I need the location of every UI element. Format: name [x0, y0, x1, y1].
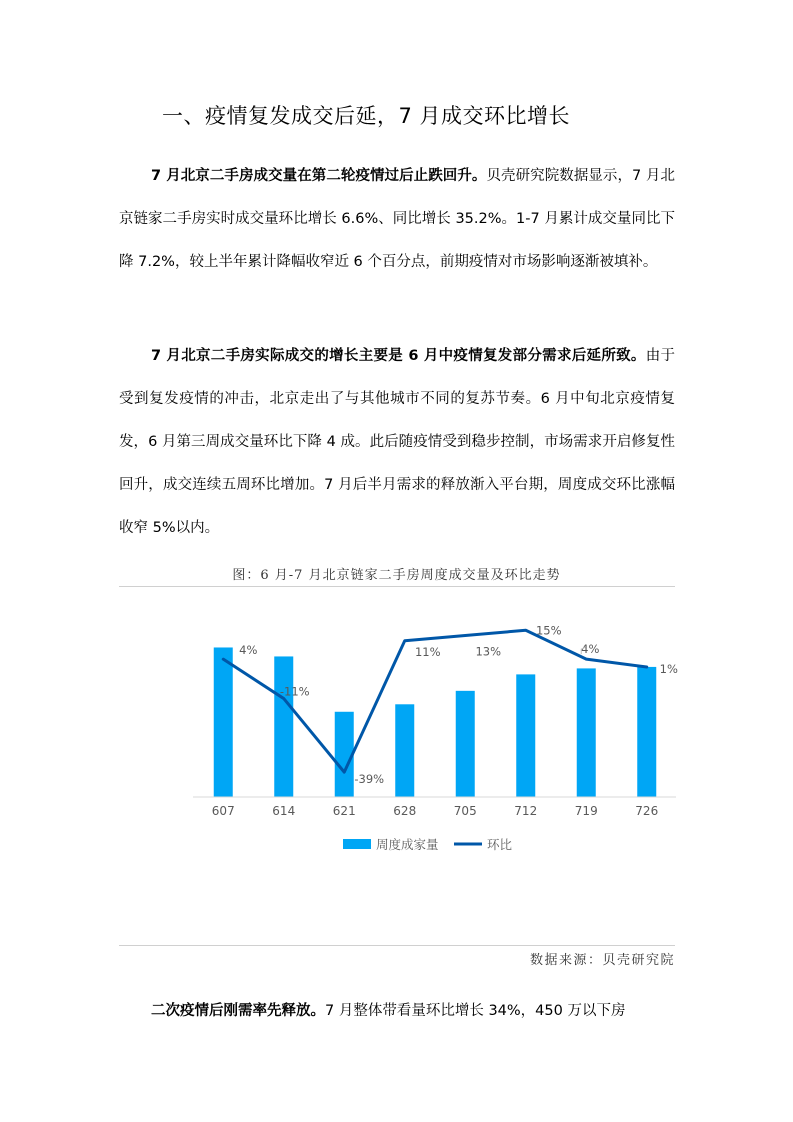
x-tick-label: 705 — [453, 804, 477, 818]
x-tick-layer — [212, 804, 658, 818]
data-label-705: 13% — [475, 644, 502, 659]
bars-layer — [214, 644, 657, 797]
x-tick-label: 712 — [514, 804, 538, 818]
section-heading: 一、疫情复发成交后延，7 月成交环比增长 — [162, 104, 571, 128]
data-label-726: 1% — [659, 662, 678, 677]
data-label-607: 4% — [239, 643, 258, 658]
legend-bar-swatch — [343, 839, 371, 849]
x-tick-label: 621 — [332, 804, 356, 818]
data-label-719: 4% — [581, 642, 600, 657]
bar-726 — [637, 667, 656, 797]
figure-bottom-rule — [119, 945, 675, 946]
legend-bar-label: 周度成家量 — [376, 837, 439, 852]
bar-607 — [214, 647, 233, 797]
data-label-628: 11% — [414, 644, 441, 659]
bar-614 — [274, 656, 293, 797]
x-tick-label: 607 — [211, 804, 235, 818]
paragraph-1-body: 贝壳研究院数据显示，7 月北京链家二手房实时成交量环比增长 6.6%、同比增长 35.2%。1-7 月累计成交量同比下降 7.2%，较上半年累计降幅收窄近 6 个百分点，前期疫情对市场影响逐渐被填补。 — [119, 168, 675, 270]
paragraph-2-lead: 7 月北京二手房实际成交的增长主要是 6 月中疫情复发部分需求后延所致。 — [151, 348, 646, 364]
paragraph-2-body: 由于受到复发疫情的冲击，北京走出了与其他城市不同的复苏节奏。6 月中旬北京疫情复发，6 月第三周成交量环比下降 4 成。此后随疫情受到稳步控制，市场需求开启修复性回升，成交连续五周环比增加。7 月后半月需求的释放渐入平台期，周度成交环比涨幅收窄 5%以内。 — [119, 348, 675, 536]
bar-628 — [395, 704, 414, 797]
bar-719 — [577, 668, 596, 797]
x-tick-label: 628 — [393, 804, 417, 818]
legend — [343, 837, 513, 852]
bar-712 — [516, 674, 535, 797]
x-tick-label: 614 — [272, 804, 296, 818]
data-label-621: -39% — [354, 772, 385, 787]
paragraph-3-lead: 二次疫情后刚需率先释放。 — [151, 1003, 325, 1019]
paragraph-3-body: 7 月整体带看量环比增长 34%，450 万以下房 — [325, 1003, 626, 1019]
paragraph-3 — [119, 990, 675, 1033]
data-source: 数据来源：贝壳研究院 — [529, 953, 675, 968]
paragraph-1-lead: 7 月北京二手房成交量在第二轮疫情过后止跌回升。 — [151, 168, 487, 184]
data-label-614: -11% — [279, 684, 310, 699]
x-tick-label: 726 — [635, 804, 659, 818]
x-tick-label: 719 — [574, 804, 598, 818]
legend-line-label: 环比 — [487, 837, 513, 852]
bar-705 — [456, 691, 475, 797]
figure-caption: 图：6 月-7 月北京链家二手房周度成交量及环比走势 — [232, 568, 561, 583]
data-label-712: 15% — [535, 623, 562, 638]
